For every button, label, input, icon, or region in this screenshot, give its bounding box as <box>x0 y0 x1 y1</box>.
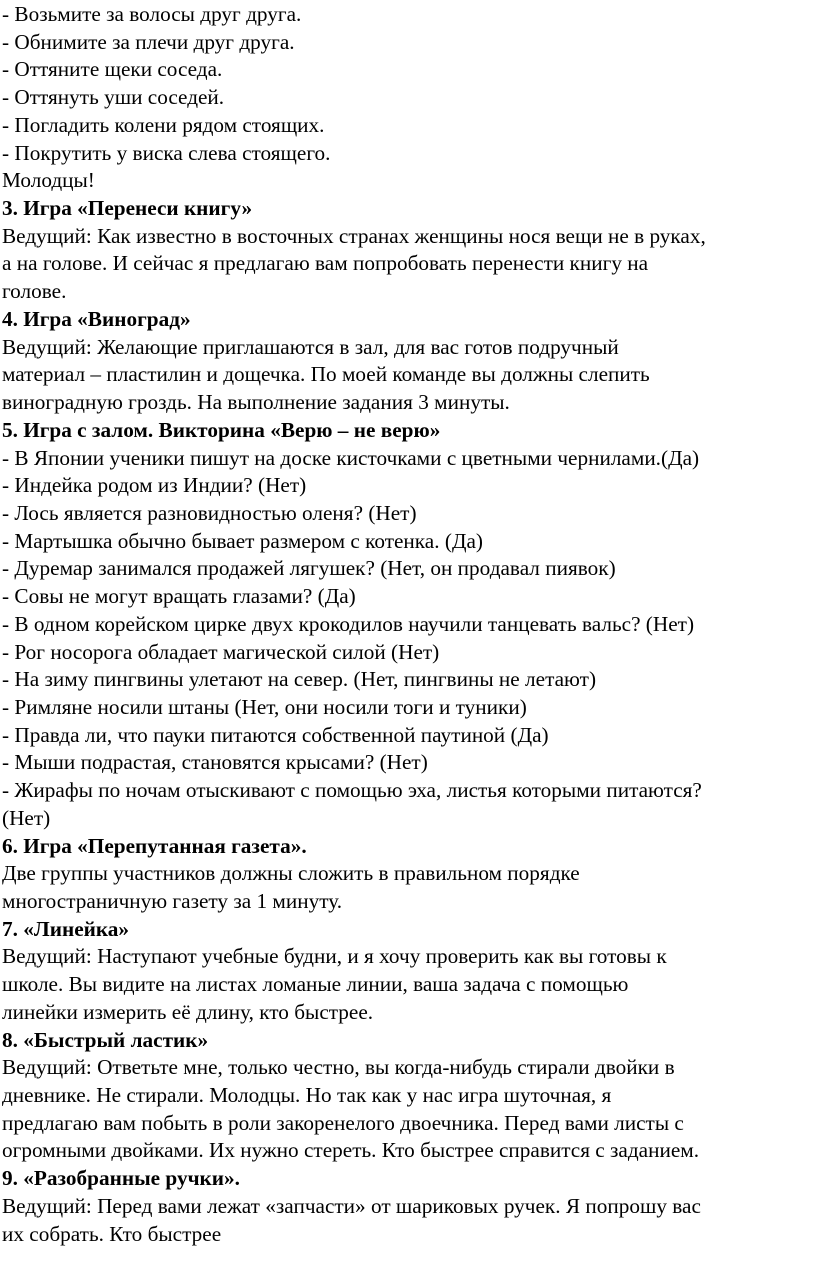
text-line: виноградную гроздь. На выполнение задания 3 минуты. <box>2 390 510 415</box>
section-heading: 8. «Быстрый ластик» <box>2 1027 209 1052</box>
text-line: - Возьмите за волосы друг друга. <box>2 2 302 26</box>
text-line: школе. Вы видите на листах ломаные линии, ваша задача с помощью <box>2 972 629 997</box>
text-line: Молодцы! <box>2 168 95 193</box>
section-heading: 7. «Линейка» <box>2 916 130 941</box>
text-line: их собрать. Кто быстрее <box>2 1221 222 1246</box>
text-line: линейки измерить её длину, кто быстрее. <box>2 999 374 1024</box>
text-line: - В Японии ученики пишут на доске кисточками с цветными чернилами.(Да) <box>2 445 700 470</box>
text-line: - Мыши подрастая, становятся крысами? (Нет) <box>2 750 428 775</box>
text-line: - В одном корейском цирке двух крокодилов научили танцевать вальс? (Нет) <box>2 611 695 636</box>
text-line: - Обнимите за плечи друг друга. <box>2 29 295 54</box>
section-heading: 3. Игра «Перенеси книгу» <box>2 196 253 221</box>
text-line: - Рог носорога обладает магической силой (Нет) <box>2 639 440 664</box>
text-line: (Нет) <box>2 805 51 830</box>
section-heading: 6. Игра «Перепутанная газета». <box>2 833 307 858</box>
text-line: - Индейка родом из Индии? (Нет) <box>2 473 307 498</box>
text-line: предлагаю вам побыть в роли закоренелого двоечника. Перед вами листы с <box>2 1110 684 1135</box>
text-line: дневнике. Не стирали. Молодцы. Но так как у нас игра шуточная, я <box>2 1083 612 1108</box>
text-line: - Дуремар занимался продажей лягушек? (Нет, он продавал пиявок) <box>2 556 616 581</box>
text-line: - Лось является разновидностью оленя? (Нет) <box>2 500 417 525</box>
text-line: материал – пластилин и дощечка. По моей команде вы должны слепить <box>2 362 650 387</box>
text-line: - Римляне носили штаны (Нет, они носили тоги и туники) <box>2 694 527 719</box>
text-line: - Покрутить у виска слева стоящего. <box>2 140 331 165</box>
text-line: Ведущий: Желающие приглашаются в зал, для вас готов подручный <box>2 334 619 359</box>
text-line: - Погладить колени рядом стоящих. <box>2 112 325 137</box>
text-line: огромными двойками. Их нужно стереть. Кто быстрее справится с заданием. <box>2 1138 700 1163</box>
text-line: Две группы участников должны сложить в правильном порядке <box>2 861 580 886</box>
text-line: Ведущий: Ответьте мне, только честно, вы когда-нибудь стирали двойки в <box>2 1055 675 1080</box>
text-line: голове. <box>2 279 67 304</box>
text-line: - Жирафы по ночам отыскивают с помощью эха, листья которыми питаются? <box>2 778 702 803</box>
text-line: - Оттяните щеки соседа. <box>2 57 223 82</box>
text-line: - Оттянуть уши соседей. <box>2 85 225 110</box>
text-line: многостраничную газету за 1 минуту. <box>2 889 343 913</box>
text-line: - Правда ли, что пауки питаются собственной паутиной (Да) <box>2 722 549 747</box>
text-line: Ведущий: Как известно в восточных странах женщины нося вещи не в руках, <box>2 223 706 248</box>
section-heading: 4. Игра «Виноград» <box>2 306 191 331</box>
text-line: Ведущий: Перед вами лежат «запчасти» от шариковых ручек. Я попрошу вас <box>2 1193 701 1218</box>
text-line: Ведущий: Наступают учебные будни, и я хочу проверить как вы готовы к <box>2 944 667 969</box>
section-heading: 5. Игра с залом. Викторина «Верю – не верю» <box>2 417 441 442</box>
text-line: а на голове. И сейчас я предлагаю вам попробовать перенести книгу на <box>2 251 649 276</box>
text-line: - Совы не могут вращать глазами? (Да) <box>2 584 356 609</box>
text-line: - Мартышка обычно бывает размером с котенка. (Да) <box>2 528 483 553</box>
text-line: - На зиму пингвины улетают на север. (Нет, пингвины не летают) <box>2 667 597 692</box>
section-heading: 9. «Разобранные ручки». <box>2 1166 240 1191</box>
